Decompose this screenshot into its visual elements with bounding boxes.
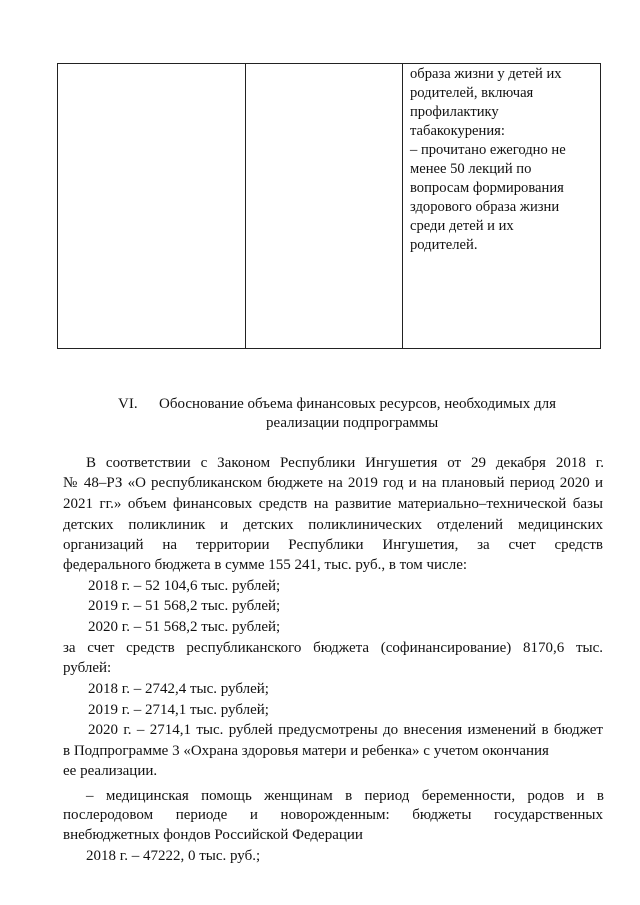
cell-text-line: табакокурения: xyxy=(410,123,505,139)
cell-text-line: менее 50 лекций по xyxy=(410,161,532,177)
paragraph-line: внебюджетных фондов Российской Федерации xyxy=(63,827,363,843)
table-column-divider xyxy=(402,64,403,348)
amount-line: 2018 г. – 52 104,6 тыс. рублей; xyxy=(88,578,281,594)
paragraph-line: детских поликлиник и детских поликлинических отделений медицинских xyxy=(63,517,603,533)
cell-text-line: родителей, включая xyxy=(410,85,534,101)
cell-text-line: – прочитано ежегодно не xyxy=(410,142,566,158)
continuation-table xyxy=(57,63,601,349)
cell-text-line: образа жизни у детей их xyxy=(410,66,562,82)
cell-text-line: вопросам формирования xyxy=(410,180,564,196)
paragraph-line: – медицинская помощь женщинам в период беременности, родов и в xyxy=(86,788,604,804)
cell-text-line: родителей. xyxy=(410,237,478,253)
paragraph-line: рублей: xyxy=(63,660,112,676)
section-title-line1: Обоснование объема финансовых ресурсов, необходимых для xyxy=(159,396,556,412)
amount-line: 2019 г. – 51 568,2 тыс. рублей; xyxy=(88,598,281,614)
amount-line: 2020 г. – 51 568,2 тыс. рублей; xyxy=(88,619,281,635)
paragraph-line: 2020 г. – 2714,1 тыс. рублей предусмотрены до внесения изменений в бюджет xyxy=(88,722,603,738)
paragraph-line: № 48–РЗ «О республиканском бюджете на 2019 год и на плановый период 2020 и xyxy=(63,475,603,491)
paragraph-line: федерального бюджета в сумме 155 241, тыс. руб., в том числе: xyxy=(63,557,468,573)
cell-text-line: среди детей и их xyxy=(410,218,514,234)
paragraph-line: послеродовом периоде и новорожденным: бюджеты государственных xyxy=(63,807,603,823)
paragraph-line: 2021 гг.» объем финансовых средств на развитие материально–технической базы xyxy=(63,496,603,512)
cell-text-line: профилактику xyxy=(410,104,499,120)
amount-line: 2018 г. – 47222, 0 тыс. руб.; xyxy=(86,848,261,864)
paragraph-line: В соответствии с Законом Республики Ингушетия от 29 декабря 2018 г. xyxy=(86,455,604,471)
section-number: VI. xyxy=(118,396,138,412)
paragraph-line: ее реализации. xyxy=(63,763,158,779)
table-column-divider xyxy=(245,64,246,348)
amount-line: 2018 г. – 2742,4 тыс. рублей; xyxy=(88,681,269,697)
paragraph-line: организаций на территории Республики Ингушетия, за счет средств xyxy=(63,537,603,553)
cell-text-line: здорового образа жизни xyxy=(410,199,560,215)
amount-line: 2019 г. – 2714,1 тыс. рублей; xyxy=(88,702,269,718)
paragraph-line: за счет средств республиканского бюджета (софинансирование) 8170,6 тыс. xyxy=(63,640,603,656)
section-title-line2: реализации подпрограммы xyxy=(266,415,439,431)
table-cell-results xyxy=(410,64,598,255)
paragraph-line: в Подпрограмме 3 «Охрана здоровья матери и ребенка» с учетом окончания xyxy=(63,743,549,759)
